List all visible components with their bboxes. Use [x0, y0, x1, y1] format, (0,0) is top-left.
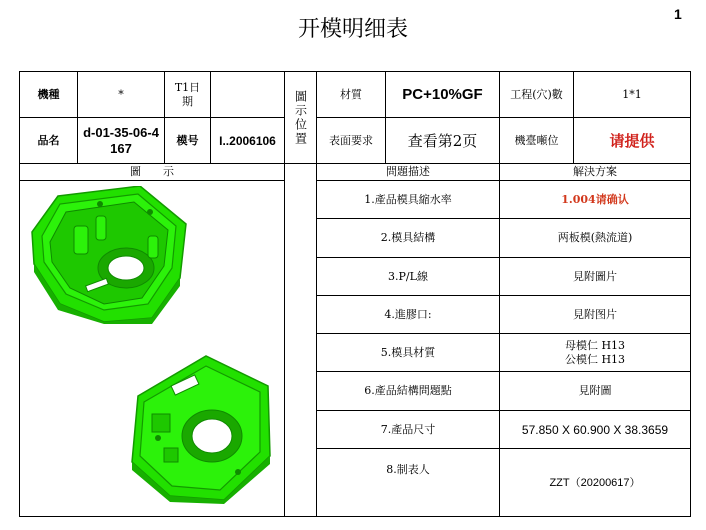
cavity-value: 1*1 — [622, 87, 642, 101]
solution-row-4: 見附图片 — [573, 307, 617, 321]
solution-row-5-line-2: 公模仁 H13 — [564, 352, 626, 366]
solution-row-3: 見附圖片 — [573, 269, 617, 283]
part-value: d-01-35-06-4167 — [83, 124, 159, 156]
machine-label: 機種 — [37, 87, 60, 101]
surface-value: 查看第2页 — [407, 131, 478, 150]
cavity-label: 工程(穴)數 — [510, 87, 563, 101]
mold-no-label: 模号 — [176, 133, 199, 147]
issue-row-1: 1.產品模具縮水率 — [364, 192, 452, 206]
issue-row-5: 5.模具材質 — [380, 345, 436, 359]
t1-value — [211, 72, 284, 117]
solution-row-1: 1.004请确认 — [561, 192, 629, 206]
solution-row-7: 57.850 X 60.900 X 38.3659 — [521, 422, 669, 437]
issue-row-4: 4.進膠口: — [384, 307, 432, 321]
diagram-column-header: 圖 示 — [130, 165, 174, 178]
solution-row-2: 两板模(熱流道) — [557, 231, 633, 244]
issue-row-8: 8.制表人 — [386, 463, 430, 476]
issue-row-2: 2.模具結構 — [380, 231, 436, 244]
solution-row-5 — [500, 334, 690, 371]
part-diagram-bottom-view — [128, 352, 274, 504]
solution-row-6: 見附圖 — [578, 384, 612, 397]
page-title: 开模明细表 — [297, 17, 408, 42]
machine-ton-label: 機臺噸位 — [514, 133, 559, 147]
machine-value: * — [118, 87, 124, 101]
page-number: 1 — [674, 6, 682, 22]
material-value: PC+10%GF — [402, 85, 483, 103]
solution-column-header: 解決方案 — [573, 165, 617, 178]
issue-column-header: 問題描述 — [386, 165, 430, 178]
surface-label: 表面要求 — [329, 133, 373, 147]
solution-row-5-line-1: 母模仁 H13 — [564, 338, 626, 352]
material-label: 材質 — [340, 87, 362, 101]
issue-row-6: 6.產品結構問題點 — [364, 384, 452, 397]
machine-ton-value: 请提供 — [609, 131, 655, 150]
diagram-position-label: 圖示位置 — [293, 89, 308, 146]
part-diagram-top-view — [30, 186, 190, 324]
part-label: 品名 — [37, 133, 60, 147]
issue-row-3: 3.P/L線 — [388, 269, 428, 283]
solution-row-8: ZZT（20200617） — [549, 476, 641, 489]
mold-no-value: I..2006106 — [219, 133, 276, 148]
issue-row-7: 7.產品尺寸 — [380, 422, 436, 436]
t1-label: T1日期 — [174, 80, 201, 108]
